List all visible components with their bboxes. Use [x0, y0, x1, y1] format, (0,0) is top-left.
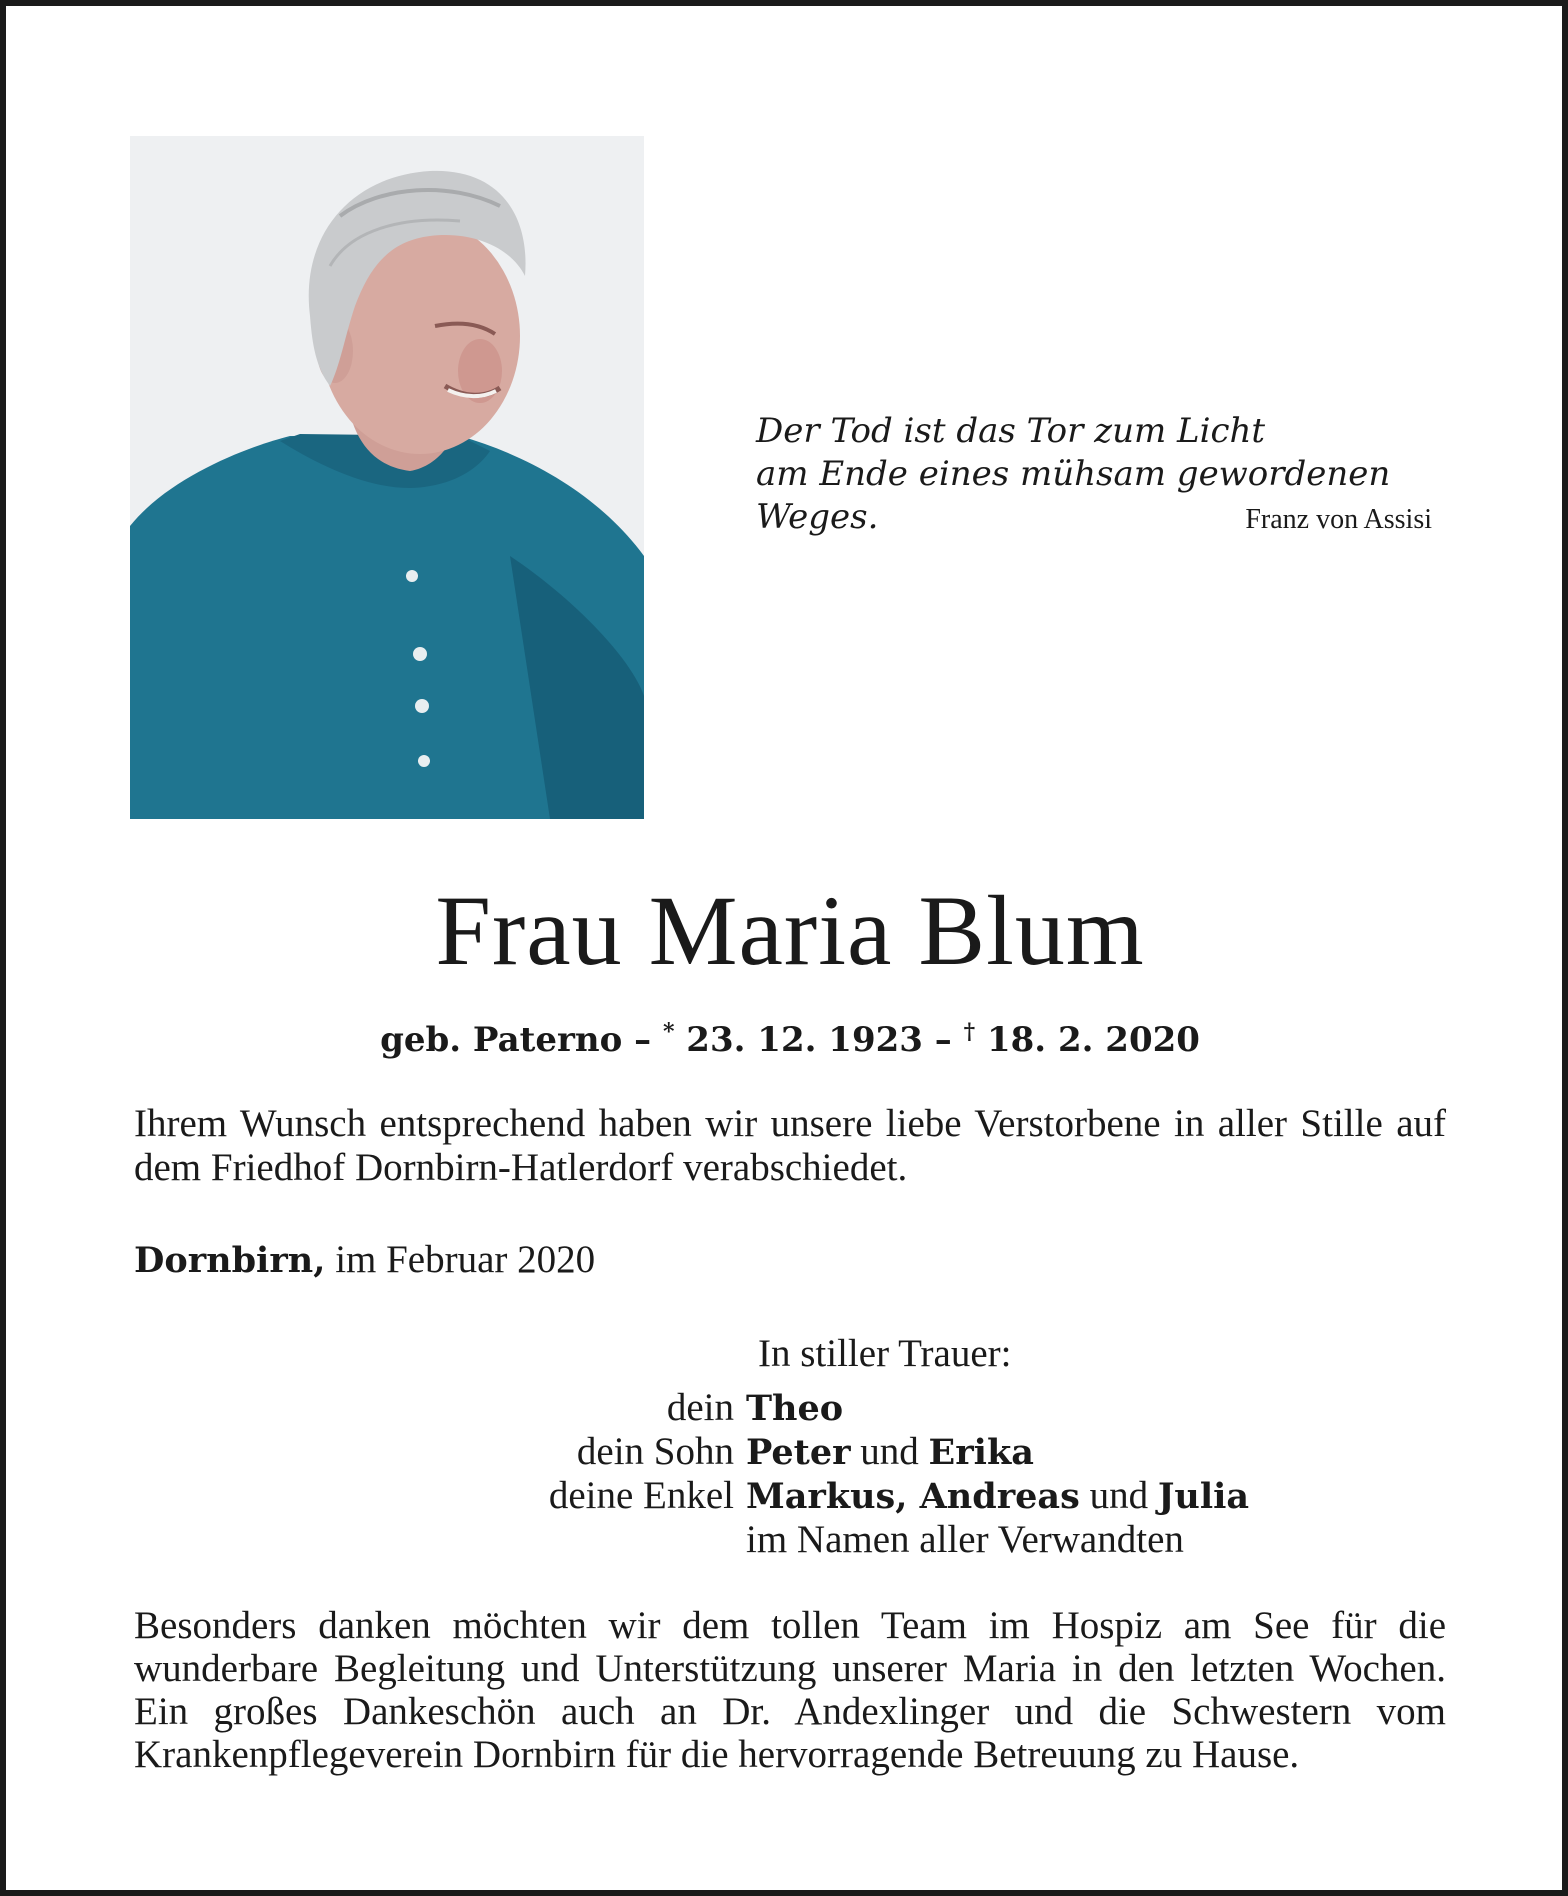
portrait-photo [130, 136, 644, 819]
mourner-names [746, 1430, 1446, 1474]
dates-dash-1: – [622, 1020, 663, 1060]
mourner-relation: dein Sohn [576, 1430, 734, 1473]
mourner-row [134, 1386, 1446, 1430]
quote-line-1: Der Tod ist das Tor zum Licht [756, 411, 1266, 451]
dates-dash-2: – [922, 1020, 964, 1060]
mourner-row [134, 1430, 1446, 1474]
mourner-text: im Namen aller Verwandten [746, 1518, 1184, 1561]
mourner-names [746, 1518, 1446, 1561]
place-and-date [134, 1238, 595, 1283]
mourner-name: Peter [746, 1432, 851, 1473]
mourner-name: Markus, Andreas [746, 1476, 1080, 1517]
deceased-name: Frau Maria Blum [435, 875, 1145, 986]
mourners-list [134, 1386, 1446, 1561]
mourner-names [746, 1474, 1446, 1518]
mourner-row [134, 1474, 1446, 1518]
mourning-heading: In stiller Trauer: [758, 1332, 1012, 1375]
thanks-paragraph: Besonders danken möchten wir dem tollen Team im Hospiz am See für die wunderbare Begleitung und Unterstützung unserer Maria in den letzten Wochen. Ein großes Dankeschön auch an Dr. Andexlinger und die Schwestern vom Krankenpflegeverein Dornbirn für die hervorragende Betreuung zu Hause. [134, 1604, 1446, 1776]
maiden-name: geb. Paterno [380, 1020, 623, 1060]
mourner-name: Theo [746, 1388, 844, 1429]
mourner-relation: deine Enkel [548, 1474, 734, 1517]
quote-line-2: am Ende eines mühsam gewordenen Weges. [756, 454, 1391, 537]
mourner-name: Erika [928, 1432, 1034, 1473]
mourner-row [134, 1518, 1446, 1561]
place-date: im Februar 2020 [325, 1238, 596, 1281]
death-date: 18. 2. 2020 [975, 1020, 1200, 1060]
mourner-relation [134, 1518, 746, 1561]
portrait-illustration [130, 136, 644, 819]
mourner-relation: dein [666, 1386, 734, 1429]
death-symbol: † [963, 1019, 976, 1045]
quote-author: Franz von Assisi [1245, 504, 1432, 535]
mourner-name: Julia [1157, 1476, 1250, 1517]
birth-date: 23. 12. 1923 [674, 1020, 923, 1060]
farewell-paragraph: Ihrem Wunsch entsprechend haben wir unsere liebe Verstorbene in aller Stille auf dem Friedhof Dornbirn-Hatlerdorf verabschiedet. [134, 1102, 1446, 1189]
mourner-text: und [850, 1430, 929, 1473]
mourner-names [746, 1386, 1446, 1430]
birth-symbol: * [662, 1019, 675, 1045]
place-city: Dornbirn, [134, 1240, 326, 1281]
life-dates [6, 1010, 1568, 1062]
mourner-text: und [1079, 1474, 1158, 1517]
